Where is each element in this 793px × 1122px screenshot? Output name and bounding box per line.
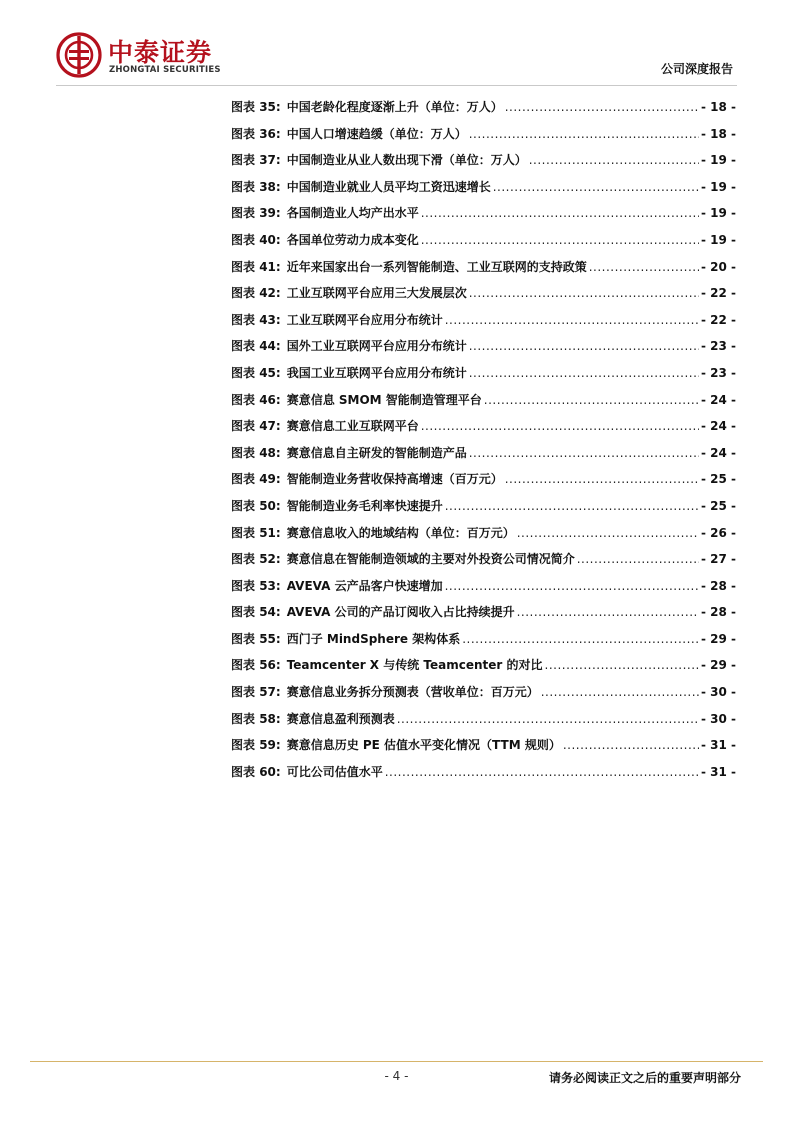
toc-dot-leader — [469, 366, 699, 380]
toc-entry-label: 图表 56: — [231, 658, 281, 673]
toc-dot-leader — [445, 313, 699, 327]
toc-dot-leader — [505, 100, 699, 114]
toc-entry-title: 西门子 MindSphere 架构体系 — [286, 631, 461, 646]
toc-dot-leader — [577, 552, 699, 566]
toc-entry-label: 图表 53: — [231, 578, 281, 593]
toc-entry[interactable] — [231, 603, 736, 630]
toc-entry-label: 图表 44: — [231, 339, 281, 354]
toc-entry-label: 图表 57: — [231, 685, 281, 700]
toc-entry-page: - 25 - — [700, 498, 736, 513]
toc-dot-leader — [385, 765, 699, 779]
toc-dot-leader — [517, 605, 699, 619]
toc-entry-title: 各国制造业人均产出水平 — [286, 206, 419, 221]
toc-entry[interactable] — [231, 337, 736, 364]
toc-entry-title: 赛意信息工业互联网平台 — [286, 419, 419, 434]
toc-entry-label: 图表 45: — [231, 365, 281, 380]
footer-divider — [30, 1061, 763, 1062]
toc-entry-page: - 19 - — [700, 179, 736, 194]
toc-entry-title: 工业互联网平台应用三大发展层次 — [286, 286, 467, 301]
toc-entry-label: 图表 48: — [231, 445, 281, 460]
toc-entry[interactable] — [231, 577, 736, 604]
toc-dot-leader — [505, 472, 699, 486]
toc-entry-label: 图表 55: — [231, 631, 281, 646]
toc-entry[interactable] — [231, 683, 736, 710]
toc-entry-page: - 22 - — [700, 286, 736, 301]
toc-entry-label: 图表 54: — [231, 605, 281, 620]
toc-entry[interactable] — [231, 98, 736, 125]
toc-dot-leader — [563, 738, 699, 752]
toc-entry-label: 图表 60: — [231, 764, 281, 779]
toc-entry[interactable] — [231, 763, 736, 790]
toc-entry-page: - 26 - — [700, 525, 736, 540]
toc-entry[interactable] — [231, 497, 736, 524]
toc-dot-leader — [397, 712, 699, 726]
toc-entry-title: 赛意信息业务拆分预测表（营收单位：百万元） — [286, 685, 539, 700]
toc-dot-leader — [493, 180, 699, 194]
toc-entry-page: - 29 - — [700, 631, 736, 646]
toc-entry-label: 图表 47: — [231, 419, 281, 434]
toc-entry-label: 图表 50: — [231, 498, 281, 513]
logo-english-name: ZHONGTAI SECURITIES — [109, 65, 221, 75]
toc-entry[interactable] — [231, 125, 736, 152]
toc-dot-leader — [469, 446, 699, 460]
toc-entry-label: 图表 43: — [231, 312, 281, 327]
toc-entry[interactable] — [231, 284, 736, 311]
toc-entry[interactable] — [231, 391, 736, 418]
zhongtai-logo-icon — [56, 32, 102, 78]
toc-entry[interactable] — [231, 736, 736, 763]
toc-entry-label: 图表 51: — [231, 525, 281, 540]
toc-entry-title: 中国老龄化程度逐渐上升（单位：万人） — [286, 100, 503, 114]
toc-entry[interactable] — [231, 204, 736, 231]
toc-dot-leader — [445, 579, 699, 593]
company-logo — [56, 32, 241, 78]
toc-entry-page: - 29 - — [700, 658, 736, 673]
toc-entry-title: 赛意信息收入的地域结构（单位：百万元） — [286, 525, 515, 540]
toc-entry-title: 智能制造业务毛利率快速提升 — [286, 498, 443, 513]
toc-entry-page: - 23 - — [700, 339, 736, 354]
toc-dot-leader — [469, 339, 699, 353]
toc-entry[interactable] — [231, 151, 736, 178]
toc-entry-title: 智能制造业务营收保持高增速（百万元） — [286, 472, 503, 487]
logo-chinese-name: 中泰证券 — [108, 38, 213, 67]
toc-dot-leader — [469, 127, 699, 141]
toc-entry-label: 图表 46: — [231, 392, 281, 407]
toc-entry-page: - 30 - — [700, 711, 736, 726]
toc-entry-title: 赛意信息盈利预测表 — [286, 711, 395, 726]
toc-entry-label: 图表 35: — [231, 100, 281, 114]
toc-dot-leader — [469, 286, 699, 300]
disclaimer-note: 请务必阅读正文之后的重要声明部分 — [548, 1071, 741, 1085]
toc-entry-page: - 19 - — [700, 153, 736, 168]
toc-entry-title: 工业互联网平台应用分布统计 — [286, 312, 443, 327]
toc-dot-leader — [462, 632, 699, 646]
toc-dot-leader — [484, 393, 699, 407]
toc-entry-page: - 28 - — [700, 578, 736, 593]
toc-dot-leader — [541, 685, 699, 699]
toc-entry-page: - 31 - — [700, 738, 736, 753]
toc-entry-title: 近年来国家出台一系列智能制造、工业互联网的支持政策 — [286, 259, 587, 274]
toc-entry-label: 图表 40: — [231, 232, 281, 247]
toc-entry-title: 各国单位劳动力成本变化 — [286, 232, 419, 247]
toc-entry[interactable] — [231, 550, 736, 577]
toc-entry-page: - 24 - — [700, 445, 736, 460]
toc-dot-leader — [421, 233, 699, 247]
toc-entry-page: - 19 - — [700, 206, 736, 221]
toc-entry-page: - 20 - — [700, 259, 736, 274]
toc-entry-title: AVEVA 云产品客户快速增加 — [286, 578, 443, 593]
page-number: - 4 - — [384, 1069, 409, 1083]
header-divider — [56, 85, 737, 86]
toc-entry[interactable] — [231, 364, 736, 391]
toc-entry-page: - 25 - — [700, 472, 736, 487]
toc-entry[interactable] — [231, 178, 736, 205]
toc-entry[interactable] — [231, 231, 736, 258]
toc-entry-label: 图表 49: — [231, 472, 281, 487]
toc-entry-page: - 22 - — [700, 312, 736, 327]
figure-list — [231, 98, 736, 789]
toc-entry-title: 赛意信息自主研发的智能制造产品 — [286, 445, 467, 460]
toc-dot-leader — [589, 260, 699, 274]
toc-entry-label: 图表 59: — [231, 738, 281, 753]
report-type-label: 公司深度报告 — [660, 62, 733, 76]
toc-entry-label: 图表 58: — [231, 711, 281, 726]
toc-entry-page: - 24 - — [700, 392, 736, 407]
toc-entry-title: 赛意信息在智能制造领域的主要对外投资公司情况简介 — [286, 552, 575, 567]
toc-entry-page: - 31 - — [700, 764, 736, 779]
toc-entry[interactable] — [231, 311, 736, 338]
toc-dot-leader — [421, 206, 699, 220]
toc-entry-label: 图表 38: — [231, 179, 281, 194]
toc-entry[interactable] — [231, 258, 736, 285]
toc-dot-leader — [421, 419, 699, 433]
toc-entry[interactable] — [231, 417, 736, 444]
toc-entry-label: 图表 36: — [231, 126, 281, 141]
toc-entry-title: 国外工业互联网平台应用分布统计 — [286, 339, 467, 354]
toc-dot-leader — [517, 526, 699, 540]
toc-entry-title: 赛意信息 SMOM 智能制造管理平台 — [286, 392, 482, 407]
toc-entry-page: - 30 - — [700, 685, 736, 700]
toc-entry[interactable] — [231, 656, 736, 683]
toc-entry-title: Teamcenter X 与传统 Teamcenter 的对比 — [286, 658, 543, 673]
toc-entry-page: - 27 - — [700, 552, 736, 567]
toc-entry[interactable] — [231, 630, 736, 657]
toc-entry-title: 中国制造业从业人数出现下滑（单位：万人） — [286, 153, 527, 168]
toc-entry-title: 赛意信息历史 PE 估值水平变化情况（TTM 规则） — [286, 738, 561, 753]
toc-dot-leader — [445, 499, 699, 513]
toc-entry[interactable] — [231, 444, 736, 471]
toc-entry[interactable] — [231, 470, 736, 497]
toc-entry-label: 图表 39: — [231, 206, 281, 221]
toc-entry-label: 图表 52: — [231, 552, 281, 567]
toc-entry-title: 可比公司估值水平 — [286, 764, 383, 779]
toc-entry-page: - 24 - — [700, 419, 736, 434]
toc-entry-title: AVEVA 公司的产品订阅收入占比持续提升 — [286, 605, 515, 620]
toc-entry-title: 我国工业互联网平台应用分布统计 — [286, 365, 467, 380]
toc-entry-page: - 18 - — [700, 100, 736, 114]
toc-entry-page: - 18 - — [700, 126, 736, 141]
toc-entry-label: 图表 41: — [231, 259, 281, 274]
toc-entry-page: - 23 - — [700, 365, 736, 380]
toc-entry[interactable] — [231, 524, 736, 551]
toc-dot-leader — [529, 153, 699, 167]
toc-entry-label: 图表 37: — [231, 153, 281, 168]
toc-dot-leader — [545, 658, 699, 672]
toc-entry-title: 中国人口增速趋缓（单位：万人） — [286, 126, 467, 141]
toc-entry-page: - 19 - — [700, 232, 736, 247]
toc-entry-title: 中国制造业就业人员平均工资迅速增长 — [286, 179, 491, 194]
toc-entry[interactable] — [231, 710, 736, 737]
toc-entry-label: 图表 42: — [231, 286, 281, 301]
toc-entry-page: - 28 - — [700, 605, 736, 620]
